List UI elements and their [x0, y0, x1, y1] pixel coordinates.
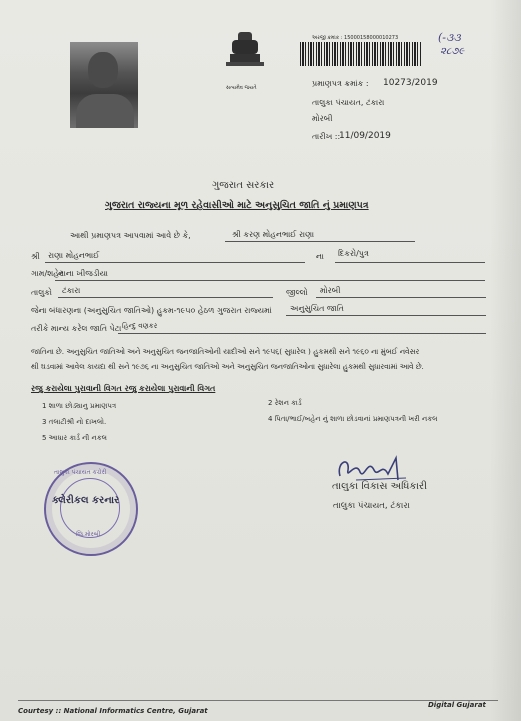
government-title: ગુજરાત સરકાર [212, 180, 275, 191]
document-item-3: 3 તલાટીશ્રી નો દાખલો. [42, 418, 107, 426]
seal-ring-text: તાલુકા પંચાયત કચેરી [54, 469, 107, 476]
official-seal [44, 462, 138, 556]
paragraph-line-2: થી ઘડવામાં આવેલ કાયદા થી સને ૧૯૭૬ ના અનુસુચિત જાતિઓ અને અનુસુચિત જનજાતિઓના સુધારેલા હુકમથી સુધારવામાં આવે છે. [31, 362, 424, 371]
category-line [286, 315, 486, 316]
national-emblem-icon [222, 26, 268, 84]
documents-heading: રજુ કરાયેલા પુરાવાની વિગત રજુ કરાયેલા પુરાવાની વિગત [31, 384, 216, 393]
issuing-district: મોરબી [312, 114, 333, 123]
date-label: તારીખ :: [312, 132, 341, 141]
emblem-caption: સત્યમેવ જયતે [226, 85, 257, 91]
officer-office: તાલુકા પંચાયત, ટંકારા [333, 501, 410, 511]
village-line [55, 280, 485, 281]
seal-stamp-text: ક્લેરીકલ કરનાર [52, 495, 120, 506]
footer-divider [18, 700, 498, 701]
document-item-4: 4 પિતા/ભાઈ/બહેન નું શાળા છોડવાનાં પ્રમાણપત્રની ખરી નકલ [268, 415, 438, 423]
barcode [300, 42, 422, 66]
holder-name-line [225, 241, 415, 242]
issue-date: 11/09/2019 [339, 131, 391, 141]
officer-title: તાલુકા વિકાસ અધિકારી [332, 481, 427, 492]
issuing-office: તાલુકા પંચાયત, ટંકારા [312, 98, 385, 107]
relation-prefix: ના [316, 252, 324, 261]
father-name: રાણા મોહનભાઈ [48, 251, 100, 260]
intro-text: આથી પ્રમાણપત્ર આપવામાં આવે છે કે, [70, 231, 191, 240]
category: અનુસુચિત જાતિ [290, 304, 344, 313]
application-number: અરજી ક્રમાંક : 15000158000010273 [312, 35, 399, 41]
father-prefix: શ્રી [31, 252, 40, 261]
father-name-line [45, 262, 305, 263]
district-line [316, 297, 486, 298]
order-text: જેના બંધારણના (અનુસુચિત જાતિઓ) હુકમ-૧૯૫૦ હેઠળ ગુજરાત રાજ્યમાં [31, 306, 272, 315]
village-label: ગામ/શહેર [31, 269, 64, 278]
caste-label: તરીકે માન્ય કરેલ જાતિ પેટા [31, 324, 122, 333]
document-item-5: 5 આધાર કાર્ડ ની નકલ [42, 434, 107, 442]
taluka-label: તાલુકો [31, 288, 52, 297]
holder-name: શ્રી કરણ મોહનભાઈ રાણા [232, 230, 315, 239]
village: નાના ખીજડીયા [58, 269, 109, 278]
taluka: ટંકારા [62, 286, 81, 295]
footer-courtesy: Courtesy :: National Informatics Centre, Gujarat [18, 707, 208, 715]
handwritten-number-2: ૨૮૭૯ [440, 46, 465, 57]
taluka-line [58, 297, 273, 298]
district: મોરબી [320, 286, 341, 295]
paragraph-line-1: જાતિના છે. અનુસુચિત જાતિઓ અને અનુસુચિત જનજાતિઓની યાદીઓ સને ૧૯૫૬( સુધારેલ ) હુકમથી સને ૧૯૬૦ ના મુંબઈ નવેસર [31, 347, 420, 356]
district-label: જીલ્લો [286, 288, 308, 297]
caste: હિન્દુ વણકર [122, 322, 158, 330]
cert-number: 10273/2019 [383, 78, 438, 88]
relation-line [335, 262, 485, 263]
certificate-title: ગુજરાત રાજ્યના મૂળ રહેવાસીઓ માટે અનુસુચિત જાતિ નું પ્રમાણપત્ર [105, 200, 369, 211]
document-item-2: 2 રેશન કાર્ડ [268, 399, 302, 407]
footer [0, 690, 521, 721]
document-item-1: 1 શાળા છોડ્યાનુ પ્રમાણપત્ર [42, 402, 117, 410]
handwritten-number-1: (-૩૩ [438, 31, 461, 44]
relation: દિકરો/પુત્ર [338, 249, 369, 258]
cert-number-label: પ્રમાણપત્ર ક્રમાંક : [312, 79, 369, 88]
seal-bottom-text: જિ.મોરબી [76, 531, 101, 538]
footer-brand: Digital Gujarat [428, 701, 486, 709]
holder-photo [70, 42, 138, 128]
page-edge-shadow [490, 0, 521, 721]
caste-line [118, 333, 486, 334]
